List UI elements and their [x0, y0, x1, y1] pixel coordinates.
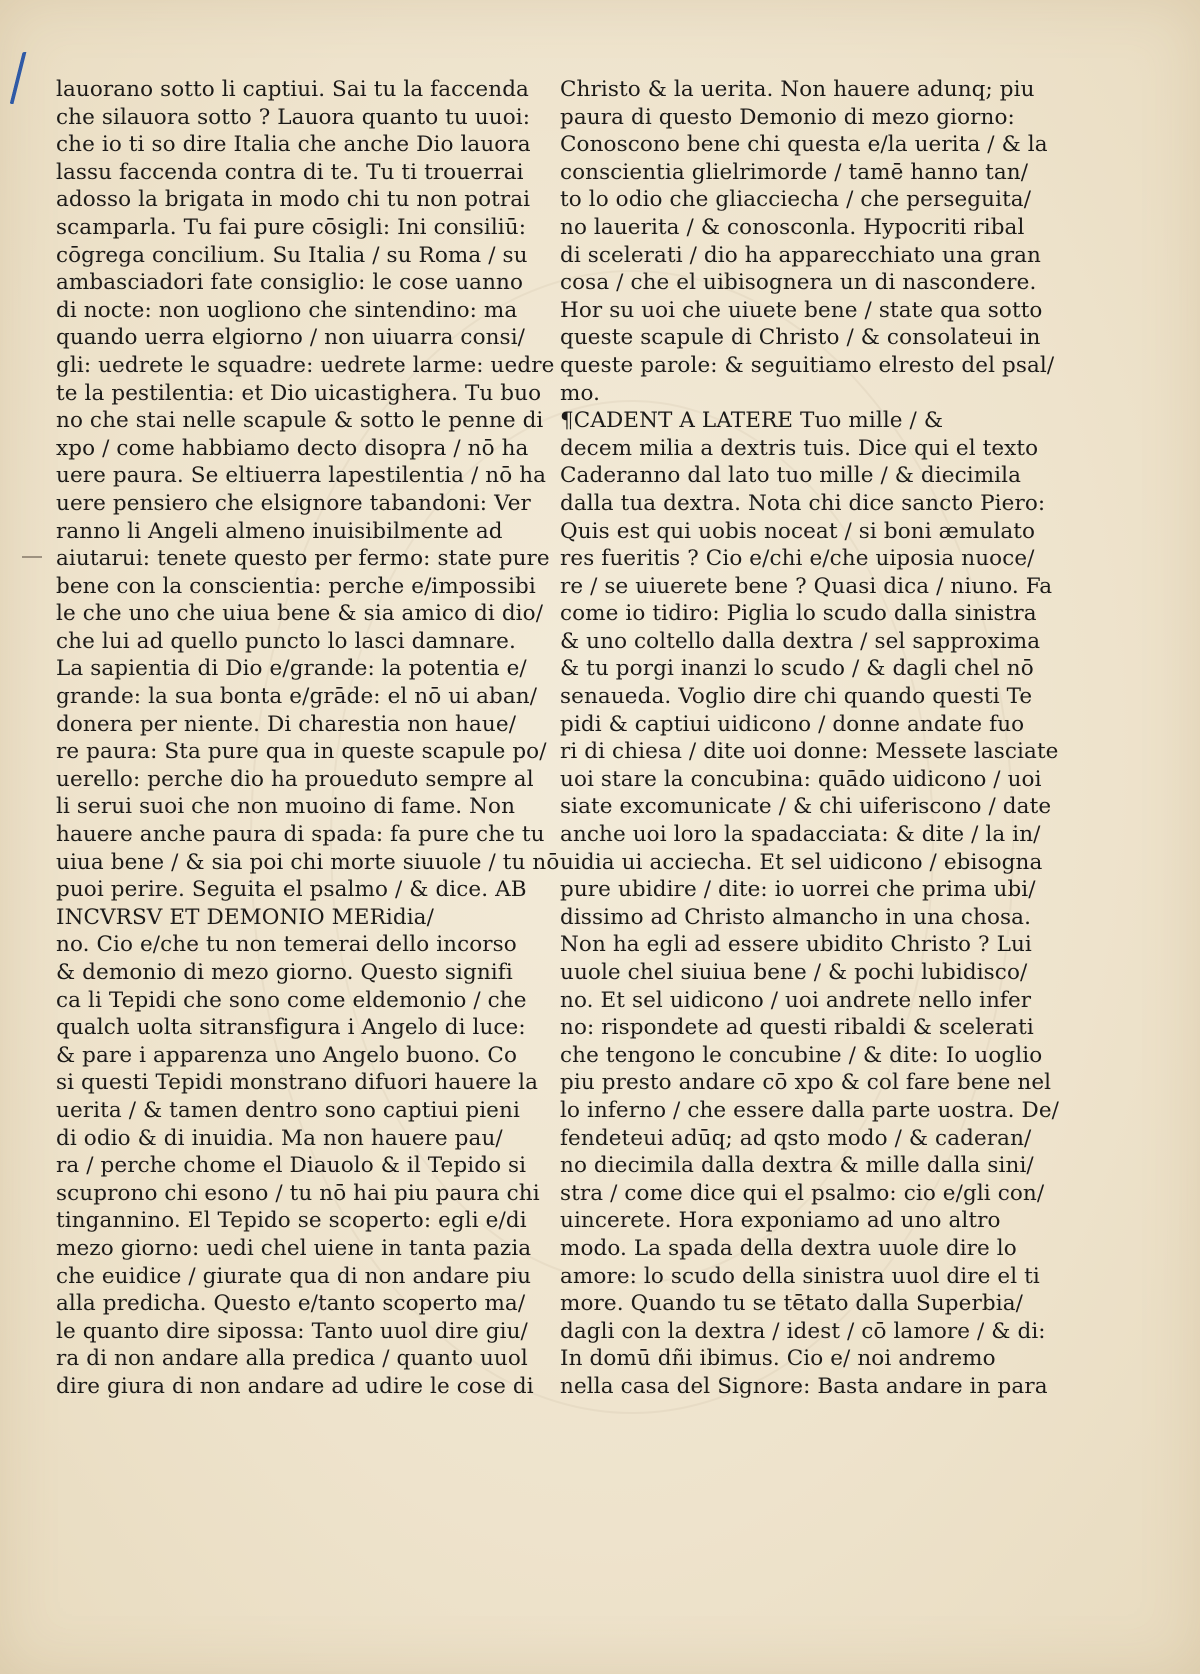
text-line: & uno coltello dalla dextra / sel sapproxima [560, 628, 1041, 654]
text-column-right [560, 76, 1060, 1401]
text-line: stra / come dice qui el psalmo: cio e/gli con/ [560, 1180, 1045, 1206]
text-line: grande: la sua bonta e/grāde: el nō ui aban/ [56, 684, 538, 710]
text-line: cosa / che el uibisognera un di nascondere. [560, 270, 1037, 296]
text-line: re / se uiuerete bene ? Quasi dica / niuno. Fa [560, 573, 1053, 599]
text-line: puoi perire. Seguita el psalmo / & dice. AB [56, 877, 527, 903]
text-line: dagli con la dextra / idest / cō lamore / & di: [560, 1318, 1046, 1344]
text-line: si questi Tepidi monstrano difuori hauere la [56, 1070, 539, 1096]
text-line: di odio & di inuidia. Ma non hauere pau/ [56, 1125, 503, 1151]
text-line: anche uoi loro la spadacciata: & dite / la in/ [560, 822, 1041, 848]
text-line: ri di chiesa / dite uoi donne: Messete lasciate [560, 739, 1059, 765]
text-line: no che stai nelle scapule & sotto le penne di [56, 408, 544, 434]
text-line: queste scapule di Christo / & consolateui in [560, 325, 1041, 351]
text-line: ranno li Angeli almeno inuisibilmente ad [56, 518, 503, 544]
text-line: che tengono le concubine / & dite: Io uoglio [560, 1042, 1043, 1068]
text-line: li serui suoi che non muoino di fame. Non [56, 794, 516, 820]
text-line: gli: uedrete le squadre: uedrete larme: uedre [56, 352, 555, 378]
text-line: senaueda. Voglio dire chi quando questi Te [560, 684, 1033, 710]
text-line: modo. La spada della dextra uuole dire lo [560, 1235, 1017, 1261]
text-line: dire giura di non andare ad udire le cose di [56, 1373, 534, 1399]
text-line: no: rispondete ad questi ribaldi & scelerati [560, 1015, 1034, 1041]
text-line: pidi & captiui uidicono / donne andate fuo [560, 711, 1025, 737]
text-line: res fueritis ? Cio e/chi e/che uiposia nuoce/ [560, 546, 1035, 572]
text-line: Caderanno dal lato tuo mille / & diecimila [560, 463, 1022, 489]
text-line: uincerete. Hora exponiamo ad uno altro [560, 1208, 1001, 1234]
text-line: dissimo ad Christo almancho in una chosa. [560, 904, 1032, 930]
text-line: che lui ad quello puncto lo lasci damnare. [56, 628, 516, 654]
text-line: qualch uolta sitransfigura i Angelo di luce: [56, 1015, 526, 1041]
text-column-left [56, 76, 560, 1401]
text-line: no lauerita / & conosconla. Hypocriti ribal [560, 214, 1025, 240]
text-line: more. Quando tu se tētato dalla Superbia/ [560, 1291, 1023, 1317]
text-line: dalla tua dextra. Nota chi dice sancto Piero: [560, 490, 1046, 516]
text-line: uere paura. Se eltiuerra lapestilentia / nō ha [56, 463, 547, 489]
text-line: cōgrega concilium. Su Italia / su Roma / su [56, 242, 528, 268]
text-line: siate excomunicate / & chi uiferiscono / date [560, 794, 1052, 820]
text-line: bene con la conscientia: perche e/impossibi [56, 573, 536, 599]
text-line: re paura: Sta pure qua in queste scapule po/ [56, 739, 547, 765]
text-line: come io tidiro: Piglia lo scudo dalla sinistra [560, 601, 1037, 627]
text-line: aiutarui: tenete questo per fermo: state pure [56, 546, 550, 572]
text-line: & pare i apparenza uno Angelo buono. Co [56, 1042, 518, 1068]
text-line: alla predicha. Questo e/tanto scoperto ma/ [56, 1291, 526, 1317]
text-line: lo inferno / che essere dalla parte uostra. De/ [560, 1097, 1060, 1123]
text-line: lauorano sotto li captiui. Sai tu la faccenda [56, 77, 529, 102]
text-line: amore: lo scudo della sinistra uuol dire el ti [560, 1263, 1040, 1289]
text-line: ra di non andare alla predica / quanto uuol [56, 1346, 528, 1372]
text-line: scuprono chi esono / tu nō hai piu paura chi [56, 1180, 540, 1206]
text-line: ca li Tepidi che sono come eldemonio / che [56, 987, 527, 1013]
text-line: paura di questo Demonio di mezo giorno: [560, 104, 1015, 130]
text-line: donera per niente. Di charestia non haue/ [56, 711, 517, 737]
text-line: no. Et sel uidicono / uoi andrete nello infer [560, 987, 1032, 1013]
text-line: ra / perche chome el Diauolo & il Tepido si [56, 1153, 527, 1179]
text-line: queste parole: & seguitiamo elresto del psal/ [560, 352, 1055, 378]
text-line: tingannino. El Tepido se scoperto: egli e/di [56, 1208, 527, 1234]
text-line: conscientia glielrimorde / tamē hanno tan/ [560, 159, 1029, 185]
text-line: le quanto dire sipossa: Tanto uuol dire giu/ [56, 1318, 528, 1344]
text-line: no diecimila dalla dextra & mille dalla sini/ [560, 1153, 1034, 1179]
text-line: adosso la brigata in modo chi tu non potrai [56, 187, 531, 213]
text-line: mo. [560, 380, 601, 406]
text-line: di nocte: non uogliono che sintendino: ma [56, 297, 518, 323]
text-line: ¶CADENT A LATERE Tuo mille / & [560, 408, 944, 434]
text-line: xpo / come habbiamo decto disopra / nō ha [56, 435, 529, 461]
text-line: uuole chel siuiua bene / & pochi lubidisco/ [560, 960, 1028, 985]
text-line: Non ha egli ad essere ubidito Christo ? Lui [560, 932, 1032, 958]
text-line: & demonio di mezo giorno. Questo signifi [56, 960, 513, 985]
text-line: uere pensiero che elsignore tabandoni: Ver [56, 490, 531, 516]
blue-margin-stroke-icon [10, 52, 33, 104]
text-line: che silauora sotto ? Lauora quanto tu uuoi: [56, 104, 531, 130]
text-line: uidia ui acciecha. Et sel uidicono / ebisogna [560, 849, 1043, 875]
text-line: piu presto andare cō xpo & col fare bene nel [560, 1070, 1052, 1096]
text-line: scamparla. Tu fai pure cōsigli: Ini consiliū: [56, 214, 527, 240]
text-line: di scelerati / dio ha apparecchiato una gran [560, 242, 1041, 268]
text-line: & tu porgi inanzi lo scudo / & dagli chel nō [560, 656, 1034, 682]
text-line: mezo giorno: uedi chel uiene in tanta pazia [56, 1235, 532, 1261]
text-line: uerello: perche dio ha proueduto sempre al [56, 766, 534, 792]
text-line: Christo & la uerita. Non hauere adunq; piu [560, 77, 1035, 102]
text-line: hauere anche paura di spada: fa pure che tu [56, 822, 545, 848]
text-line: quando uerra elgiorno / non uiuarra consi/ [56, 325, 526, 351]
text-line: Conoscono bene chi questa e/la uerita / & la [560, 132, 1048, 158]
text-line: pure ubidire / dite: io uorrei che prima ubi/ [560, 877, 1036, 903]
text-line: nella casa del Signore: Basta andare in para [560, 1373, 1048, 1399]
text-line: le che uno che uiua bene & sia amico di dio/ [56, 601, 544, 627]
text-line: uiua bene / & sia poi chi morte siuuole / tu nō [56, 849, 560, 875]
text-line: Hor su uoi che uiuete bene / state qua sotto [560, 297, 1043, 323]
text-line: te la pestilentia: et Dio uicastighera. Tu buo [56, 380, 542, 406]
text-line: che euidice / giurate qua di non andare piu [56, 1263, 532, 1289]
text-line: no. Cio e/che tu non temerai dello incorso [56, 932, 517, 958]
text-line: to lo odio che gliacciecha / che perseguita/ [560, 187, 1032, 213]
text-line: lassu faccenda contra di te. Tu ti trouerrai [56, 159, 524, 185]
text-line: In domū dñi ibimus. Cio e/ noi andremo [560, 1346, 996, 1372]
text-line: INCVRSV ET DEMONIO MERidia/ [56, 904, 434, 930]
text-line: uoi stare la concubina: quādo uidicono / uoi [560, 766, 1042, 792]
text-line: che io ti so dire Italia che anche Dio lauora [56, 132, 531, 158]
text-line: ambasciadori fate consiglio: le cose uanno [56, 270, 524, 296]
text-line: La sapientia di Dio e/grande: la potentia e/ [56, 656, 527, 682]
text-line: uerita / & tamen dentro sono captiui pieni [56, 1097, 520, 1123]
text-line: decem milia a dextris tuis. Dice qui el texto [560, 435, 1039, 461]
margin-dash-mark [22, 556, 42, 558]
text-line: fendeteui adūq; ad qsto modo / & caderan/ [560, 1125, 1032, 1151]
text-line: Quis est qui uobis noceat / si boni æmulato [560, 518, 1036, 544]
